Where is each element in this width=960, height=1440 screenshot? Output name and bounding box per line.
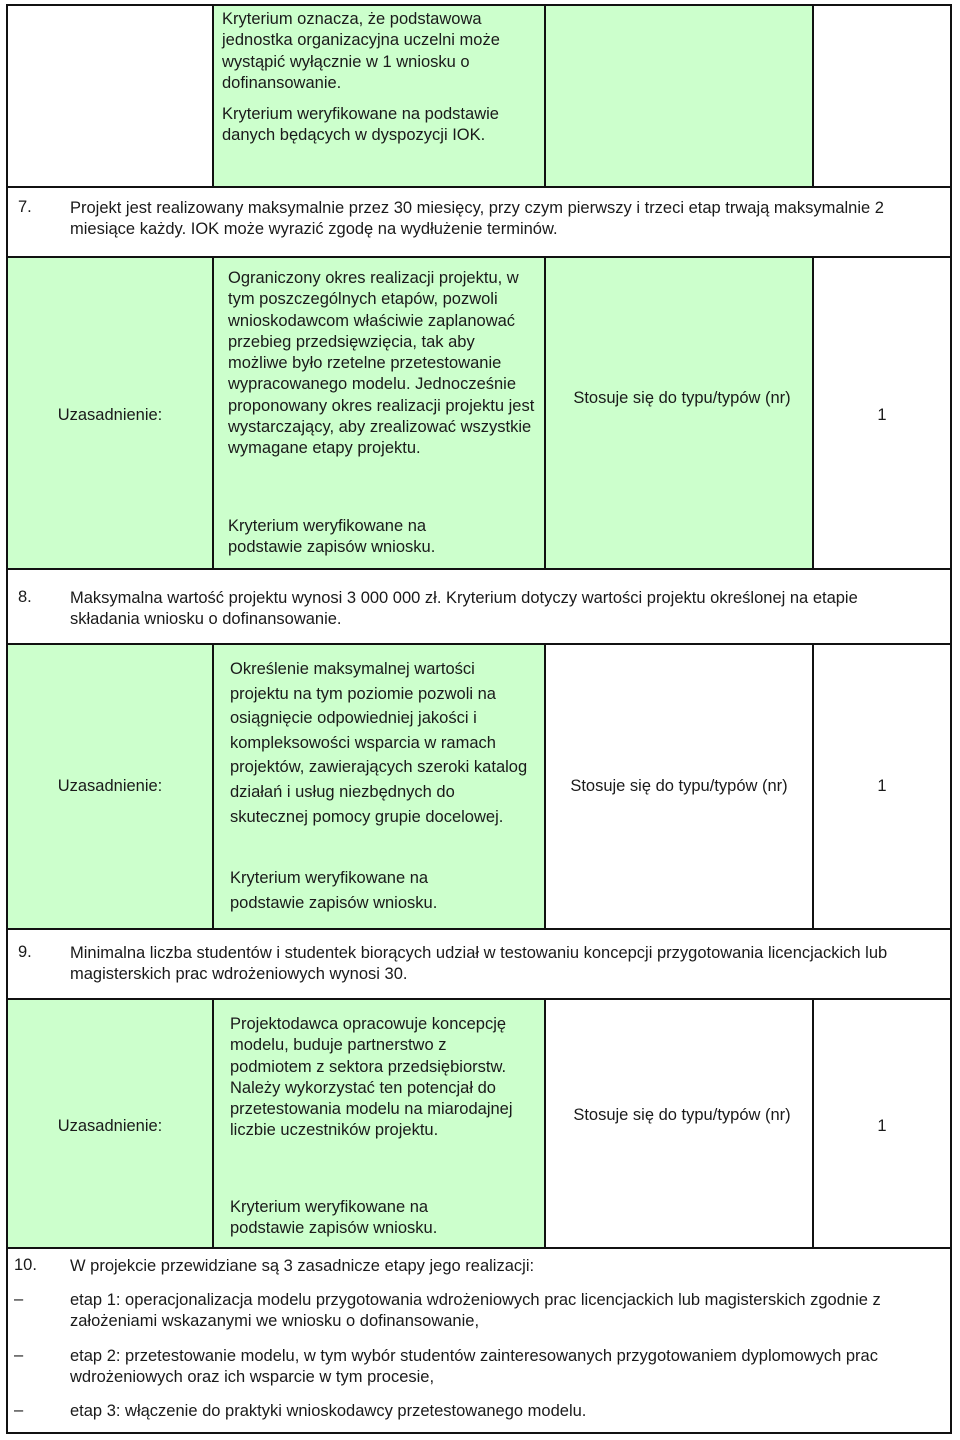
criterion-8-text: Maksymalna wartość projektu wynosi 3 000 000 zł. Kryterium dotyczy wartości projektu określonej na etapie składania wniosku o dofinansowanie. [70,589,858,629]
divider [6,186,952,188]
list-dash: – [14,1346,24,1364]
c9-value: 1 [877,1117,887,1135]
top-text-2: Kryterium weryfikowane na podstawie danych będących w dyspozycji IOK. [222,105,499,145]
divider [6,256,952,258]
column-line [544,4,546,186]
c9-applies: Stosuje się do typu/typów (nr) [573,1106,791,1124]
criterion-8-number: 8. [18,588,32,606]
list-dash: – [14,1401,24,1419]
column-line [544,256,546,568]
c7-verify: Kryterium weryfikowane na podstawie zapisów wniosku. [228,517,436,557]
c9-label: Uzasadnienie: [57,1117,163,1135]
c8-applies: Stosuje się do typu/typów (nr) [570,777,788,795]
column-line [544,998,546,1247]
divider [6,928,952,930]
stage-2: etap 2: przetestowanie modelu, w tym wybór studentów zainteresowanych przygotowaniem dyplomowych prac wdrożeniowych oraz ich wsparcie w tym procesie, [70,1347,878,1387]
column-line [212,256,214,568]
c7-label: Uzasadnienie: [57,406,163,424]
c7-body: Ograniczony okres realizacji projektu, w tym poszczególnych etapów, pozwoli wnioskodawcom właściwie zaplanować przebieg przedsięwzięcia, tak aby możliwe było rzetelne przetestowanie wypracowanego modelu. Jednocześnie proponowany okres realizacji projektu jest wystarczający, aby zrealizować wszystkie wymagane etapy projektu. [228,269,535,458]
criterion-7-text: Projekt jest realizowany maksymalnie przez 30 miesięcy, przy czym pierwszy i trzeci etap trwają maksymalnie 2 miesiące każdy. IOK może wyrazić zgodę na wydłużenie terminów. [70,199,884,239]
criterion-10-number: 10. [14,1256,37,1274]
criterion-9-text: Minimalna liczba studentów i studentek biorących udział w testowaniu koncepcji przygotowania licencjackich lub magisterskich prac wdrożeniowych wynosi 30. [70,944,888,984]
c9-verify: Kryterium weryfikowane na podstawie zapisów wniosku. [230,1198,438,1238]
criterion-10-text: W projekcie przewidziane są 3 zasadnicze etapy jego realizacji: [70,1257,535,1275]
column-line [212,4,214,186]
column-line [212,643,214,928]
column-line [812,4,814,186]
c8-label: Uzasadnienie: [57,777,163,795]
divider [6,568,952,570]
criterion-9-number: 9. [18,943,32,961]
divider [6,643,952,645]
c7-applies: Stosuje się do typu/typów (nr) [573,389,791,407]
column-line [212,998,214,1247]
c8-body: Określenie maksymalnej wartości projektu na tym poziomie pozwoli na osiągnięcie odpowiedniej jakości i kompleksowości wsparcia w ramach projektów, zawierających szeroki katalog działań i usług niezbędnych do skutecznej pomocy grupie docelowej. [230,660,528,826]
divider [6,1247,952,1249]
stage-1: etap 1: operacjonalizacja modelu przygotowania wdrożeniowych prac licencjackich lub magisterskich zgodnie z założeniami wskazanymi we wniosku o dofinansowanie, [70,1291,881,1331]
c9-body: Projektodawca opracowuje koncepcję modelu, buduje partnerstwo z podmiotem z sektora przedsiębiorstw. Należy wykorzystać ten potencjał do przetestowania modelu na miarodajnej liczbie uczestników projektu. [230,1015,513,1140]
divider [6,998,952,1000]
stage-3: etap 3: włączenie do praktyki wnioskodawcy przetestowanego modelu. [70,1402,587,1420]
list-dash: – [14,1290,24,1308]
c8-verify: Kryterium weryfikowane na podstawie zapisów wniosku. [230,869,438,912]
criterion-7-number: 7. [18,198,32,216]
c7-value: 1 [877,406,887,424]
c8-value: 1 [877,777,887,795]
top-text-1: Kryterium oznacza, że podstawowa jednostka organizacyjna uczelni może wystąpić wyłącznie w 1 wniosku o dofinansowanie. [222,10,500,92]
